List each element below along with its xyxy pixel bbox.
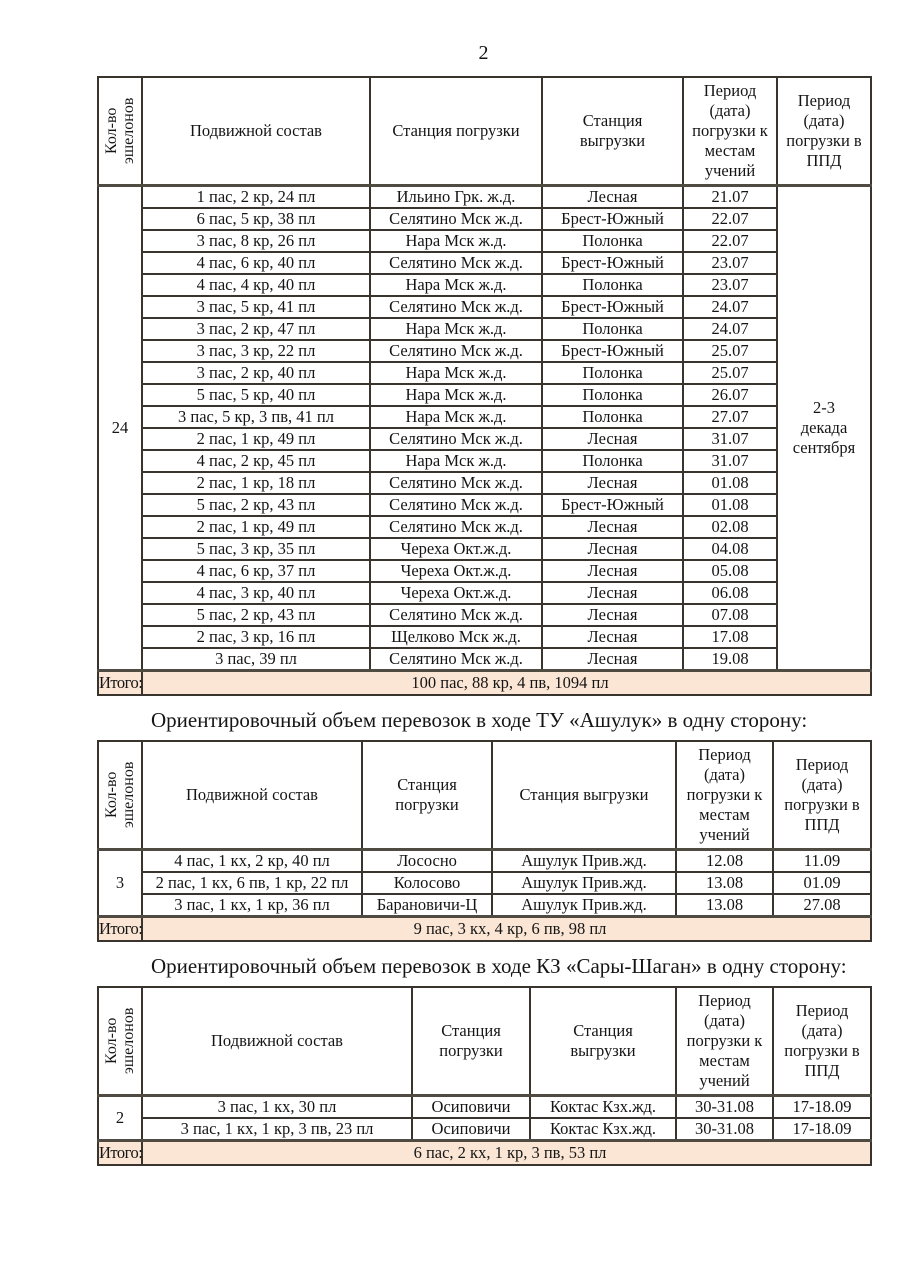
table-cell: Нара Мск ж.д. — [370, 406, 542, 428]
column-header: Станция выгрузки — [530, 987, 676, 1096]
table-cell: 31.07 — [683, 450, 777, 472]
table-cell: Колосово — [362, 872, 492, 894]
column-header: Станция погрузки — [362, 741, 492, 850]
table-cell: 30-31.08 — [676, 1118, 773, 1141]
table-cell: 4 пас, 2 кр, 45 пл — [142, 450, 370, 472]
table-cell: 25.07 — [683, 340, 777, 362]
table-cell: 24.07 — [683, 318, 777, 340]
table-cell: Полонка — [542, 362, 683, 384]
table-cell: 3 пас, 3 кр, 22 пл — [142, 340, 370, 362]
table-row — [98, 252, 871, 274]
table-cell: 2 пас, 1 кх, 6 пв, 1 кр, 22 пл — [142, 872, 362, 894]
table-cell: Полонка — [542, 384, 683, 406]
table-cell: 27.08 — [773, 894, 871, 917]
table-row — [98, 406, 871, 428]
total-row — [98, 671, 871, 696]
table-cell: Лесная — [542, 648, 683, 671]
table-cell: Селятино Мск ж.д. — [370, 494, 542, 516]
table-row — [98, 428, 871, 450]
table-cell: Брест-Южный — [542, 296, 683, 318]
table-cell: Полонка — [542, 230, 683, 252]
page-number: 2 — [478, 42, 489, 64]
table-cell: Лососно — [362, 850, 492, 873]
column-header: Кол-во эшелонов — [98, 77, 142, 186]
table-cell: Осиповичи — [412, 1118, 530, 1141]
table-row — [98, 516, 871, 538]
header-row — [98, 77, 871, 186]
table-cell: Щелково Мск ж.д. — [370, 626, 542, 648]
table-row — [98, 340, 871, 362]
table-cell: Нара Мск ж.д. — [370, 450, 542, 472]
table-cell: Лесная — [542, 604, 683, 626]
table-cell: 4 пас, 6 кр, 40 пл — [142, 252, 370, 274]
table-cell: 13.08 — [676, 894, 773, 917]
table-cell: Коктас Кзх.жд. — [530, 1118, 676, 1141]
table-cell: Коктас Кзх.жд. — [530, 1096, 676, 1119]
table-cell: 23.07 — [683, 274, 777, 296]
table-cell: Лесная — [542, 538, 683, 560]
echelon-count-cell: 2 — [98, 1096, 142, 1141]
table-cell: 4 пас, 3 кр, 40 пл — [142, 582, 370, 604]
table-cell: Селятино Мск ж.д. — [370, 428, 542, 450]
table-row — [98, 648, 871, 671]
table-cell: Лесная — [542, 472, 683, 494]
total-label-cell: Итого: — [98, 1141, 142, 1166]
table-cell: 17.08 — [683, 626, 777, 648]
table-cell: Брест-Южный — [542, 252, 683, 274]
table-cell: 2 пас, 3 кр, 16 пл — [142, 626, 370, 648]
total-value-cell: 6 пас, 2 кх, 1 кр, 3 пв, 53 пл — [142, 1141, 871, 1166]
table-cell: 3 пас, 2 кр, 47 пл — [142, 318, 370, 340]
table-row — [98, 1118, 871, 1141]
column-header: Период (дата) погрузки к местам учений — [676, 987, 773, 1096]
table-row — [98, 208, 871, 230]
table-cell: Полонка — [542, 406, 683, 428]
table-cell: 6 пас, 5 кр, 38 пл — [142, 208, 370, 230]
table-cell: Селятино Мск ж.д. — [370, 604, 542, 626]
column-header: Период (дата) погрузки в ППД — [777, 77, 871, 186]
table-cell: Нара Мск ж.д. — [370, 318, 542, 340]
total-value-cell: 100 пас, 88 кр, 4 пв, 1094 пл — [142, 671, 871, 696]
table-cell: Лесная — [542, 186, 683, 209]
table-cell: 1 пас, 2 кр, 24 пл — [142, 186, 370, 209]
total-row — [98, 917, 871, 942]
table-cell: 01.08 — [683, 472, 777, 494]
header-row — [98, 987, 871, 1096]
table-cell: 27.07 — [683, 406, 777, 428]
table-row — [98, 384, 871, 406]
table-cell: 3 пас, 1 кх, 30 пл — [142, 1096, 412, 1119]
column-header: Период (дата) погрузки в ППД — [773, 741, 871, 850]
column-header: Период (дата) погрузки к местам учений — [676, 741, 773, 850]
echelon-count-cell: 24 — [98, 186, 142, 671]
table-cell: 17-18.09 — [773, 1118, 871, 1141]
total-value-cell: 9 пас, 3 кх, 4 кр, 6 пв, 98 пл — [142, 917, 871, 942]
table-cell: Селятино Мск ж.д. — [370, 516, 542, 538]
table-cell: 07.08 — [683, 604, 777, 626]
table-cell: Селятино Мск ж.д. — [370, 472, 542, 494]
table-cell: 3 пас, 5 кр, 3 пв, 41 пл — [142, 406, 370, 428]
table-row — [98, 318, 871, 340]
table-row — [98, 582, 871, 604]
column-header: Станция выгрузки — [542, 77, 683, 186]
table-cell: 5 пас, 2 кр, 43 пл — [142, 494, 370, 516]
table-cell: Нара Мск ж.д. — [370, 362, 542, 384]
table-cell: Череха Окт.ж.д. — [370, 560, 542, 582]
column-header: Станция выгрузки — [492, 741, 676, 850]
table-row — [98, 494, 871, 516]
table-cell: 22.07 — [683, 230, 777, 252]
echelon-table-ashuluk — [97, 740, 872, 942]
table-cell: Полонка — [542, 318, 683, 340]
table-row — [98, 362, 871, 384]
table-cell: 4 пас, 1 кх, 2 кр, 40 пл — [142, 850, 362, 873]
total-label-cell: Итого: — [98, 671, 142, 696]
table-row — [98, 850, 871, 873]
table-cell: Лесная — [542, 516, 683, 538]
table-cell: Барановичи-Ц — [362, 894, 492, 917]
table-cell: Селятино Мск ж.д. — [370, 208, 542, 230]
table-cell: Лесная — [542, 626, 683, 648]
table-cell: 01.08 — [683, 494, 777, 516]
table-row — [98, 1096, 871, 1119]
table-cell: 12.08 — [676, 850, 773, 873]
table-cell: Нара Мск ж.д. — [370, 384, 542, 406]
table-cell: 3 пас, 1 кх, 1 кр, 3 пв, 23 пл — [142, 1118, 412, 1141]
table-row — [98, 872, 871, 894]
table-cell: Лесная — [542, 428, 683, 450]
table-row — [98, 186, 871, 209]
total-row — [98, 1141, 871, 1166]
table-cell: 31.07 — [683, 428, 777, 450]
echelon-table-sary-shagan — [97, 986, 872, 1166]
table-cell: 5 пас, 5 кр, 40 пл — [142, 384, 370, 406]
table-cell: 19.08 — [683, 648, 777, 671]
table-row — [98, 538, 871, 560]
table-cell: 2 пас, 1 кр, 18 пл — [142, 472, 370, 494]
table-cell: 05.08 — [683, 560, 777, 582]
table-cell: 3 пас, 2 кр, 40 пл — [142, 362, 370, 384]
table-cell: 3 пас, 8 кр, 26 пл — [142, 230, 370, 252]
echelon-table-main — [97, 76, 872, 696]
table-cell: Лесная — [542, 560, 683, 582]
table-cell: 02.08 — [683, 516, 777, 538]
table-cell: Селятино Мск ж.д. — [370, 296, 542, 318]
column-header: Станция погрузки — [370, 77, 542, 186]
table-cell: Череха Окт.ж.д. — [370, 582, 542, 604]
column-header: Подвижной состав — [142, 77, 370, 186]
table-row — [98, 472, 871, 494]
table-cell: 23.07 — [683, 252, 777, 274]
table-cell: 17-18.09 — [773, 1096, 871, 1119]
table-cell: Брест-Южный — [542, 494, 683, 516]
column-header: Период (дата) погрузки к местам учений — [683, 77, 777, 186]
table-cell: Нара Мск ж.д. — [370, 274, 542, 296]
table-cell: Осиповичи — [412, 1096, 530, 1119]
header-row — [98, 741, 871, 850]
total-label-cell: Итого: — [98, 917, 142, 942]
table-cell: Полонка — [542, 450, 683, 472]
table-cell: Селятино Мск ж.д. — [370, 252, 542, 274]
table-cell: 26.07 — [683, 384, 777, 406]
paragraph-sary-shagan: Ориентировочный объем перевозок в ходе КЗ «Сары-Шаган» в одну сторону: — [151, 954, 847, 978]
table-cell: 22.07 — [683, 208, 777, 230]
column-header: Станция погрузки — [412, 987, 530, 1096]
table-cell: 3 пас, 1 кх, 1 кр, 36 пл — [142, 894, 362, 917]
paragraph-ashuluk: Ориентировочный объем перевозок в ходе ТУ «Ашулук» в одну сторону: — [151, 708, 808, 732]
table-row — [98, 894, 871, 917]
table-cell: Полонка — [542, 274, 683, 296]
table-row — [98, 274, 871, 296]
column-header: Кол-во эшелонов — [98, 741, 142, 850]
column-header: Кол-во эшелонов — [98, 987, 142, 1096]
table-cell: 2 пас, 1 кр, 49 пл — [142, 516, 370, 538]
table-row — [98, 560, 871, 582]
ppd-period-cell: 2-3 декада сентября — [777, 186, 871, 671]
table-row — [98, 230, 871, 252]
echelon-count-cell: 3 — [98, 850, 142, 917]
table-cell: Селятино Мск ж.д. — [370, 648, 542, 671]
table-cell: Ильино Грк. ж.д. — [370, 186, 542, 209]
table-row — [98, 604, 871, 626]
table-cell: Ашулук Прив.жд. — [492, 850, 676, 873]
table-cell: 06.08 — [683, 582, 777, 604]
column-header: Подвижной состав — [142, 987, 412, 1096]
table-cell: 30-31.08 — [676, 1096, 773, 1119]
table-cell: 3 пас, 39 пл — [142, 648, 370, 671]
table-cell: 3 пас, 5 кр, 41 пл — [142, 296, 370, 318]
table-cell: 4 пас, 4 кр, 40 пл — [142, 274, 370, 296]
table-cell: Брест-Южный — [542, 208, 683, 230]
table-cell: 4 пас, 6 кр, 37 пл — [142, 560, 370, 582]
table-cell: 25.07 — [683, 362, 777, 384]
table-cell: 2 пас, 1 кр, 49 пл — [142, 428, 370, 450]
table-cell: 24.07 — [683, 296, 777, 318]
table-row — [98, 296, 871, 318]
table-cell: 5 пас, 2 кр, 43 пл — [142, 604, 370, 626]
table-cell: 21.07 — [683, 186, 777, 209]
table-row — [98, 626, 871, 648]
table-cell: 13.08 — [676, 872, 773, 894]
table-row — [98, 450, 871, 472]
table-cell: Ашулук Прив.жд. — [492, 894, 676, 917]
table-cell: Лесная — [542, 582, 683, 604]
column-header: Подвижной состав — [142, 741, 362, 850]
table-cell: 04.08 — [683, 538, 777, 560]
table-cell: Брест-Южный — [542, 340, 683, 362]
table-cell: 01.09 — [773, 872, 871, 894]
table-cell: 11.09 — [773, 850, 871, 873]
column-header: Период (дата) погрузки в ППД — [773, 987, 871, 1096]
table-cell: Череха Окт.ж.д. — [370, 538, 542, 560]
table-cell: Ашулук Прив.жд. — [492, 872, 676, 894]
table-cell: 5 пас, 3 кр, 35 пл — [142, 538, 370, 560]
table-cell: Нара Мск ж.д. — [370, 230, 542, 252]
table-cell: Селятино Мск ж.д. — [370, 340, 542, 362]
